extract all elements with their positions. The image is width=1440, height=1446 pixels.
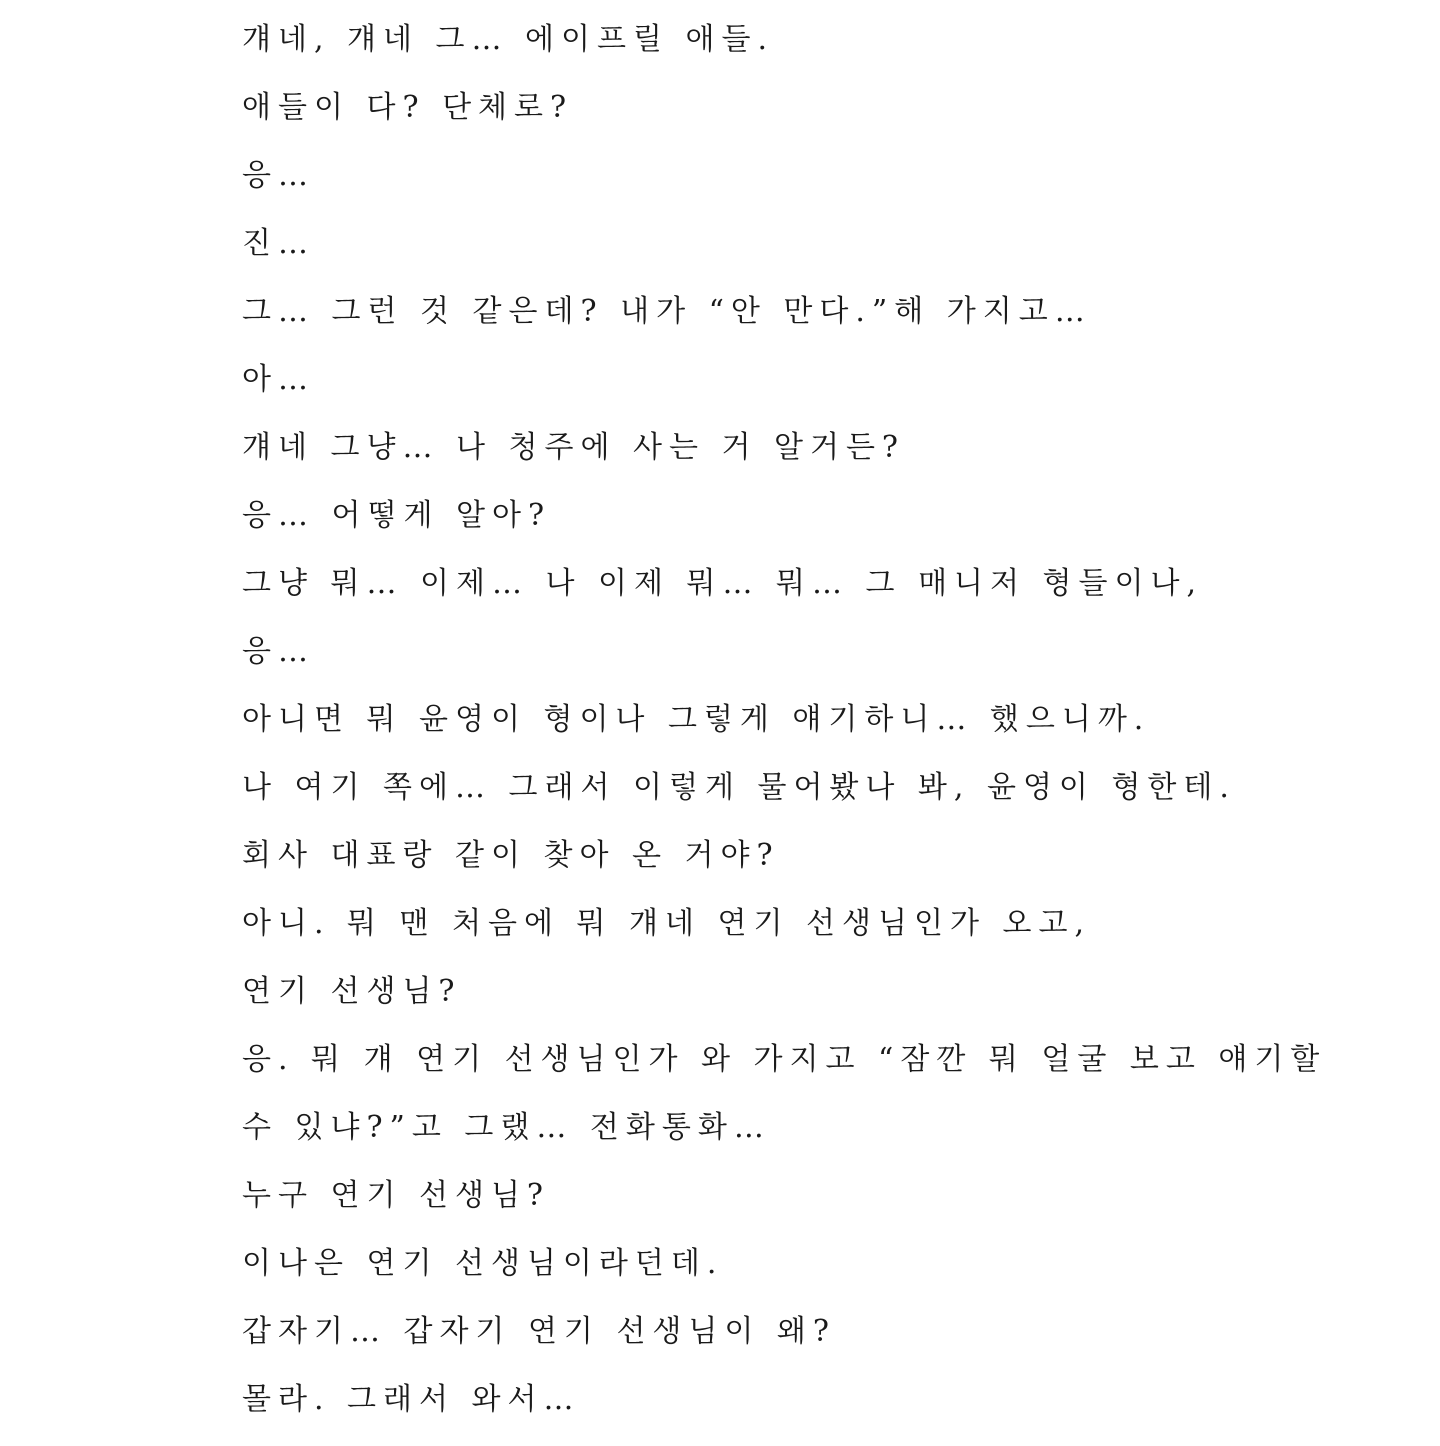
transcript-line: 몰라. 그래서 와서… [242,1382,581,1417]
transcript-line: 아니. 뭐 맨 처음에 뭐 걔네 연기 선생님인가 오고, [242,906,1091,941]
transcript-line: 응… [242,634,315,669]
transcript-line: 이나은 연기 선생님이라던데. [242,1246,724,1281]
transcript-line: 연기 선생님? [242,974,462,1009]
transcript-line: 진… [242,226,315,261]
transcript-body [242,18,1342,1446]
transcript-line: 응… 어떻게 알아? [242,498,552,533]
transcript-line: 아니면 뭐 윤영이 형이나 그렇게 얘기하니… 했으니까. [242,702,1151,737]
transcript-line: 애들이 다? 단체로? [242,90,574,125]
transcript-line: 응… [242,158,315,193]
transcript-line: 나 여기 쪽에… 그래서 이렇게 물어봤나 봐, 윤영이 형한테. [242,770,1236,805]
transcript-line: 그… 그런 것 같은데? 내가 “안 만다.”해 가지고… [242,294,1092,329]
transcript-line: 갑자기… 갑자기 연기 선생님이 왜? [242,1314,836,1349]
transcript-line: 누구 연기 선생님? [242,1178,551,1213]
transcript-line: 걔네, 걔네 그… 에이프릴 애들. [242,22,774,57]
transcript-line: 응. 뭐 걔 연기 선생님인가 와 가지고 “잠깐 뭐 얼굴 보고 얘기할 [242,1042,1327,1077]
transcript-line: 수 있냐?”고 그랬… 전화통화… [242,1110,771,1145]
transcript-line: 아… [242,362,315,397]
transcript-line: 회사 대표랑 같이 찾아 온 거야? [242,838,780,873]
transcript-line: 그냥 뭐… 이제… 나 이제 뭐… 뭐… 그 매니저 형들이나, [242,566,1204,601]
transcript-line: 걔네 그냥… 나 청주에 사는 거 알거든? [242,430,906,465]
